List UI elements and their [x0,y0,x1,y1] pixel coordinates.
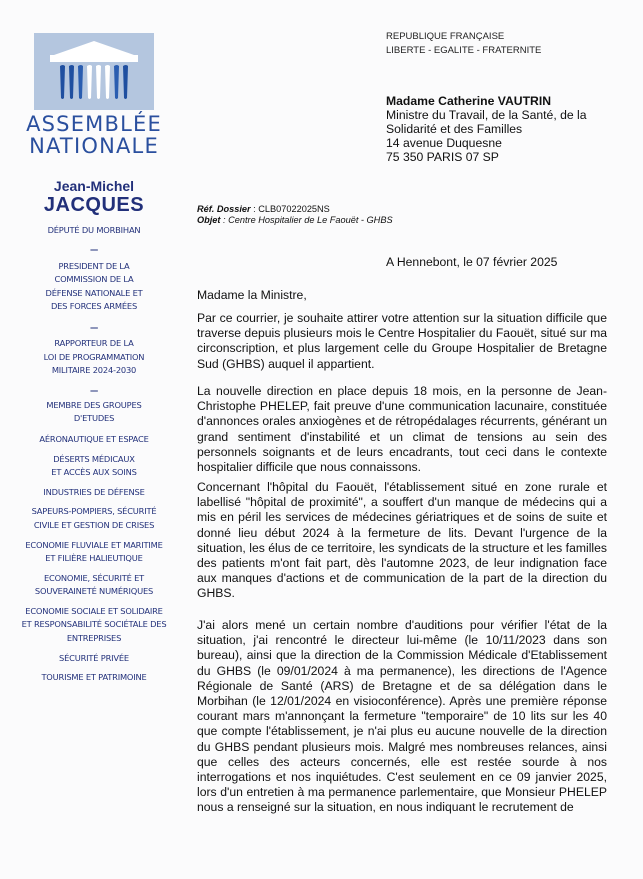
body-paragraph: Par ce courrier, je souhaite attirer votre attention sur la situation difficile que traverse depuis plusieurs mois le Centre Hospitalier du Faouët, situé sur ma circonscription, et plus largement celle du Groupe Hospitalier de Bretagne Sud (GHBS) auquel il appartient. [197,311,607,371]
role-line: MILITAIRE 2024-2030 [51,365,137,376]
study-group-item [0,652,188,666]
recipient-title-line-1: Ministre du Travail, de la Santé, de la [386,108,587,122]
role-study-groups-heading [0,399,188,426]
reference-value: : CLB07022025NS [250,204,330,214]
study-group-item [0,505,188,532]
assemblee-nationale-building-icon [34,33,154,110]
date-line: A Hennebont, le 07 février 2025 [386,255,558,269]
logo-line-1: ASSEMBLÉE [26,112,162,136]
study-group-line: ECONOMIE SOCIALE ET SOLIDAIRE [25,605,163,616]
role-president [0,260,188,314]
role-line: LOI DE PROGRAMMATION [43,351,145,362]
study-group-line: CIVILE ET GESTION DE CRISES [33,519,155,530]
recipient-address-block [386,94,587,164]
study-group-line: SOUVERAINETÉ NUMÉRIQUES [34,586,154,597]
recipient-address-line-1: 14 avenue Duquesne [386,136,502,150]
study-group-item [0,433,188,447]
role-line: PRESIDENT DE LA [58,260,130,271]
study-group-item [0,539,188,566]
separator: — [89,321,99,332]
assemblee-nationale-logo [34,33,154,110]
object-value: : Centre Hospitalier de Le Faouët - GHBS [220,215,393,225]
study-group-item [0,572,188,599]
logo-line-2: NATIONALE [29,134,159,158]
study-group-line: ENTREPRISES [66,633,122,644]
recipient-title-line-2: Solidarité et des Familles [386,122,523,136]
republic-name: REPUBLIQUE FRANÇAISE [386,31,505,42]
study-group-item [0,671,188,685]
body-paragraph: La nouvelle direction en place depuis 18 mois, en la personne de Jean-Christophe PHELEP, fait preuve d'une communication lacunaire, constituée d'annonces orales anxiogènes et de rétropédalages récurrents, générant un grand sentiment d'instabilité et un climat de tensions au sein des personnels soignants et de leurs encadrants, tout ceci dans le contexte hospitalier difficile que nous connaissons. [197,384,607,475]
role-line: DÉFENSE NATIONALE ET [45,287,143,298]
study-group-line: ECONOMIE FLUVIALE ET MARITIME [25,539,163,550]
body-paragraph: Concernant l'hôpital du Faouët, l'établissement situé en zone rurale et labellisé "hôpital de proximité", a souffert d'un manque de médecins qui a mis en péril les services de médecines gériatriques et de soins de suite et donné lieu début 2024 à la fermeture de lits. Devant l'urgence de la situation, les élus de ce territoire, les syndicats de la structure et les familles des patients m'ont fait part, dès l'automne 2023, de leur indignation face aux manques d'actions et de communication de la part de la direction du GHBS. [197,480,607,601]
study-group-item [0,453,188,480]
salutation: Madame la Ministre, [197,288,307,302]
study-group-line: ECONOMIE, SÉCURITÉ ET [43,572,145,583]
study-group-line: SAPEURS-POMPIERS, SÉCURITÉ [31,506,157,517]
reference-label: Réf. Dossier [197,204,251,214]
object-line [197,215,393,226]
study-group-item [0,486,188,500]
deputy-title: DÉPUTÉ DU MORBIHAN [47,225,141,235]
body-paragraph: J'ai alors mené un certain nombre d'auditions pour vérifier l'état de la situation, j'ai rencontré le directeur lui-même (le 10/11/2023 dans son bureau), ainsi que la direction de la Commission Médicale d'Etablissement du GHBS (le 09/01/2024 à ma permanence), les directions de l'Agence Régionale de Santé (ARS) de Bretagne et de sa délégation dans le Morbihan (le 12/01/2024 en visioconférence). Après une première réponse courant mars m'annonçant la fermeture "temporaire" de 10 lits sur les 40 que compte l'établissement, je n'ai plus eu aucune nouvelle de la direction du GHBS pendant plusieurs mois. Malgré mes nombreuses relances, ainsi que celles des acteurs concernés, elle est restée sourde à nos interrogations et nos inquiétudes. C'est seulement en ce 09 janvier 2025, lors d'un entretien à ma permanence parlementaire, que Monsieur PHELEP nous a renseigné sur la situation, en nous indiquant le recrutement de [197,618,607,815]
separator: — [89,243,99,254]
study-group-line: ET FILIÈRE HALIEUTIQUE [45,553,143,564]
deputy-first-name: Jean-Michel [53,178,135,194]
study-group-line: TOURISME ET PATRIMOINE [41,672,147,683]
role-rapporteur [0,337,188,378]
study-group-line: DÉSERTS MÉDICAUX [53,453,135,464]
role-line: COMMISSION DE LA [54,274,134,285]
study-group-line: AÉRONAUTIQUE ET ESPACE [39,433,149,444]
study-group-line: INDUSTRIES DE DÉFENSE [43,486,145,497]
deputy-roles-list [0,224,188,691]
separator: — [89,384,99,395]
reference-block [197,204,393,226]
study-group-line: SÉCURITÉ PRIVÉE [59,652,129,663]
republic-header [386,30,541,58]
study-group-item [0,605,188,646]
reference-line [197,204,393,215]
object-label: Objet [197,215,221,225]
role-line: D'ETUDES [73,413,115,424]
republic-motto: LIBERTE - EGALITE - FRATERNITE [386,45,542,56]
deputy-last-name: JACQUES [43,194,145,216]
role-line: DES FORCES ARMÉES [50,301,138,312]
logo-wordmark [20,113,168,157]
role-line: RAPPORTEUR DE LA [54,337,134,348]
role-line: MEMBRE DES GROUPES [46,399,142,410]
study-group-line: ET ACCÈS AUX SOINS [51,467,137,478]
recipient-name: Madame Catherine VAUTRIN [386,94,552,108]
recipient-address-line-2: 75 350 PARIS 07 SP [386,150,499,164]
study-group-line: ET RESPONSABILITÉ SOCIÉTALE DES [21,619,167,630]
